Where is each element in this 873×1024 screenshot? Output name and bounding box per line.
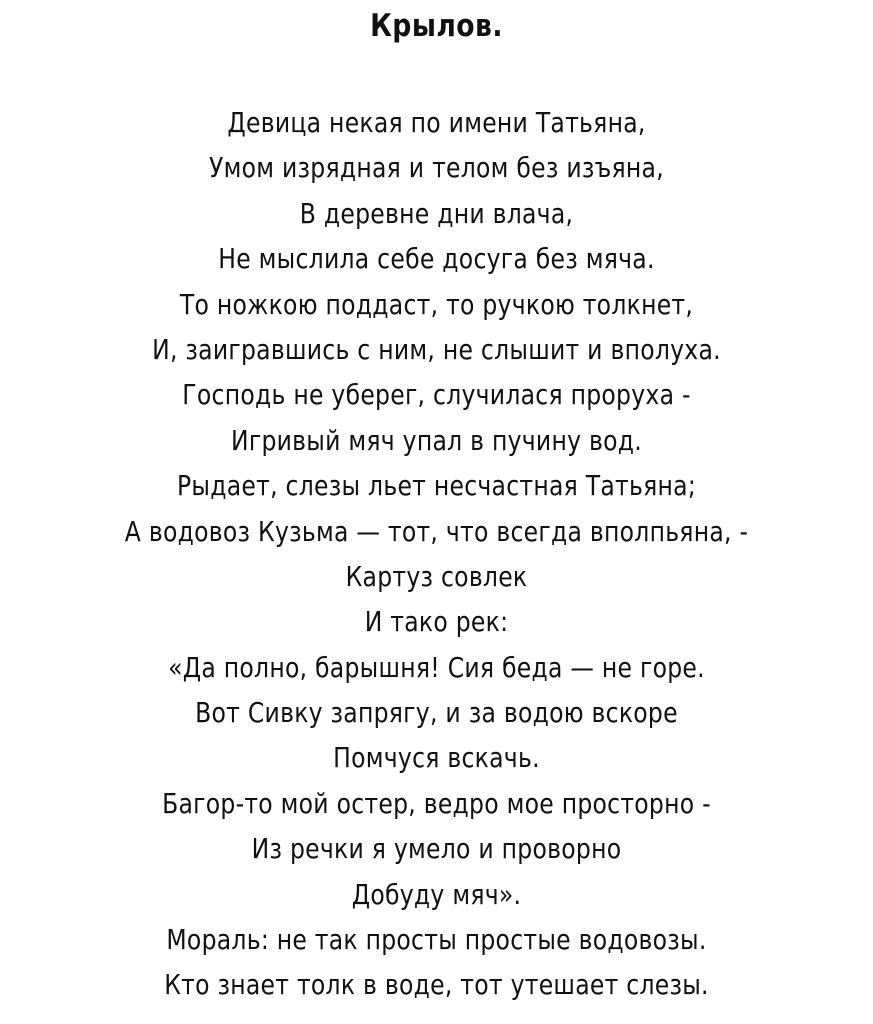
- poem-line: Картуз совлек: [345, 559, 528, 593]
- poem-line: То ножкою поддаст, то ручкою толкнет,: [179, 287, 694, 321]
- poem-line: Умом изрядная и телом без изъяна,: [209, 151, 664, 185]
- poem-line: А водовоз Кузьма — тот, что всегда вполпьяна, -: [124, 514, 749, 548]
- poem-line: Багор-то мой остер, ведро мое просторно -: [162, 786, 711, 820]
- poem-title: Крылов.: [370, 8, 503, 44]
- poem-line: Добуду мяч».: [351, 877, 522, 911]
- poem-line: «Да полно, барышня! Сия беда — не горе.: [168, 650, 705, 684]
- poem-line: Кто знает толк в воде, тот утешает слезы.: [164, 968, 709, 1002]
- poem-line: Рыдает, слезы льет несчастная Татьяна;: [176, 469, 696, 503]
- poem-line: Не мыслила себе досуга без мяча.: [218, 242, 655, 276]
- poem-line: Мораль: не так просты простые водовозы.: [166, 923, 707, 957]
- poem-line: Игривый мяч упал в пучину вод.: [231, 423, 642, 457]
- poem-line: Господь не уберег, случилася проруха -: [182, 378, 691, 412]
- poem-line: Из речки я умело и проворно: [251, 832, 622, 866]
- poem-line: И, заигравшись с ним, не слышит и вполуха.: [152, 332, 721, 366]
- poem-line: Девица некая по имени Татьяна,: [227, 106, 646, 139]
- poem-body: [0, 100, 873, 1008]
- poem-line: И тако рек:: [364, 605, 509, 639]
- poem-line: В деревне дни влача,: [299, 196, 574, 230]
- poem-line: Вот Сивку запрягу, и за водою вскоре: [195, 696, 678, 730]
- poem-line: Помчуся вскачь.: [333, 741, 540, 775]
